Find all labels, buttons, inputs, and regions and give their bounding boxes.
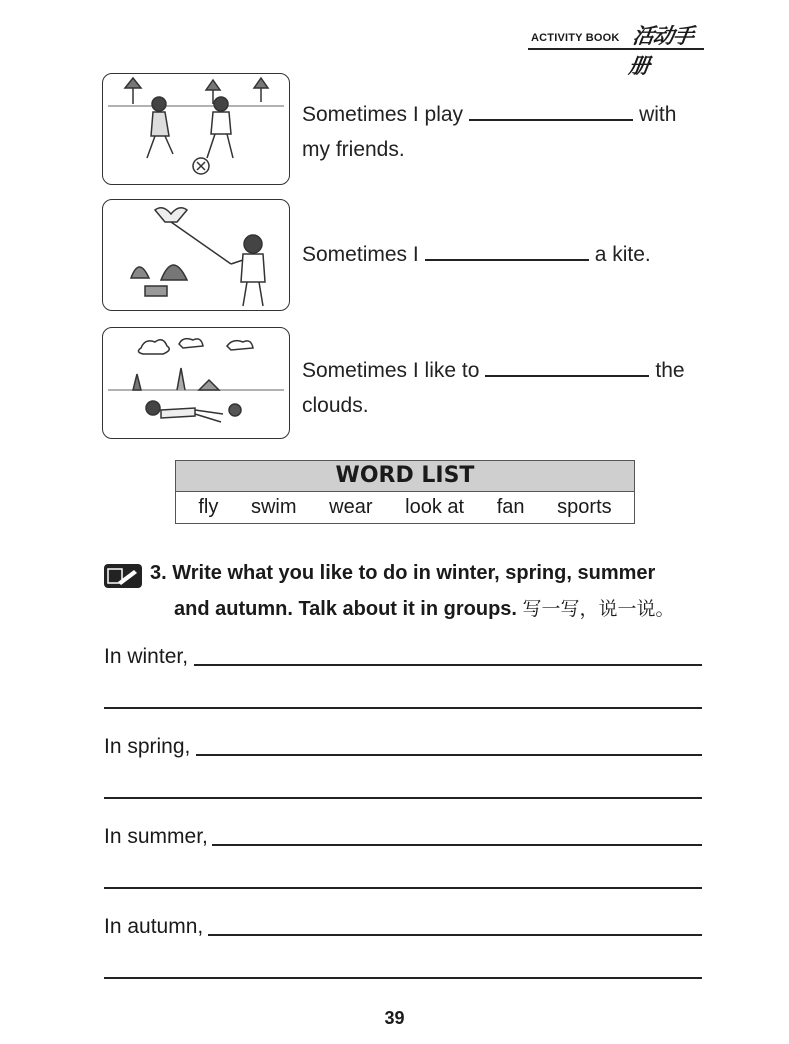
answer-line[interactable]: [104, 887, 702, 889]
answer-line[interactable]: [194, 664, 702, 666]
answer-line[interactable]: [212, 844, 702, 846]
exercise-item: [102, 199, 702, 311]
task-heading-line1: [150, 562, 655, 585]
header-label: ACTIVITY BOOK: [531, 32, 620, 44]
header-brand-logo: 活动手册: [627, 24, 695, 78]
task-heading-line2: [174, 594, 675, 621]
word-list-title: WORD LIST: [176, 461, 634, 492]
word-list-item: swim: [250, 496, 297, 518]
answer-line[interactable]: [208, 934, 702, 936]
word-list-box: [175, 460, 635, 524]
word-list-item: look at: [405, 496, 465, 518]
answer-line[interactable]: [104, 797, 702, 799]
header-rule: [528, 48, 704, 50]
word-list-words: [176, 492, 634, 522]
word-list-item: wear: [329, 496, 373, 518]
task-chinese: 写一写，说一说。: [522, 599, 675, 620]
writing-line[interactable]: [104, 732, 702, 762]
word-list-item: sports: [557, 496, 612, 518]
answer-line[interactable]: [104, 707, 702, 709]
page-number: 39: [384, 1008, 405, 1028]
writing-line-label: In spring,: [104, 735, 191, 758]
writing-line-label: In winter,: [104, 645, 189, 668]
answer-line[interactable]: [104, 977, 702, 979]
task-number: 3.: [150, 562, 167, 584]
sentence-end: with my friends.: [302, 103, 677, 161]
writing-line[interactable]: [104, 912, 702, 942]
exercise-item: [102, 73, 702, 185]
word-list-item: fan: [496, 496, 525, 518]
answer-line[interactable]: [196, 754, 702, 756]
writing-line-label: In autumn,: [104, 915, 204, 938]
boys-playing-football-icon: [102, 73, 290, 185]
sentence-end: the clouds.: [302, 359, 685, 417]
page-header: [528, 22, 706, 78]
writing-line[interactable]: [104, 822, 702, 852]
task-text-line1: Write what you like to do in winter, spring, summer: [172, 562, 656, 584]
sentence-start: Sometimes I: [302, 243, 419, 266]
boy-lying-watching-clouds-icon: [102, 327, 290, 439]
writing-line[interactable]: [104, 642, 702, 672]
answer-blank[interactable]: [469, 99, 633, 121]
exercise-item: [102, 327, 702, 439]
task-text-line2: and autumn. Talk about it in groups.: [174, 598, 517, 620]
pencil-writing-icon: [104, 564, 142, 588]
sentence-end: a kite.: [594, 243, 651, 266]
exercise-sentence: [302, 237, 702, 272]
word-list-item: fly: [198, 496, 219, 518]
answer-blank[interactable]: [425, 239, 589, 261]
boy-flying-kite-icon: [102, 199, 290, 311]
exercise-sentence: [302, 97, 702, 167]
sentence-start: Sometimes I play: [302, 103, 464, 126]
exercise-sentence: [302, 353, 702, 423]
sentence-start: Sometimes I like to: [302, 359, 480, 382]
answer-blank[interactable]: [485, 355, 649, 377]
writing-line-label: In summer,: [104, 825, 208, 848]
